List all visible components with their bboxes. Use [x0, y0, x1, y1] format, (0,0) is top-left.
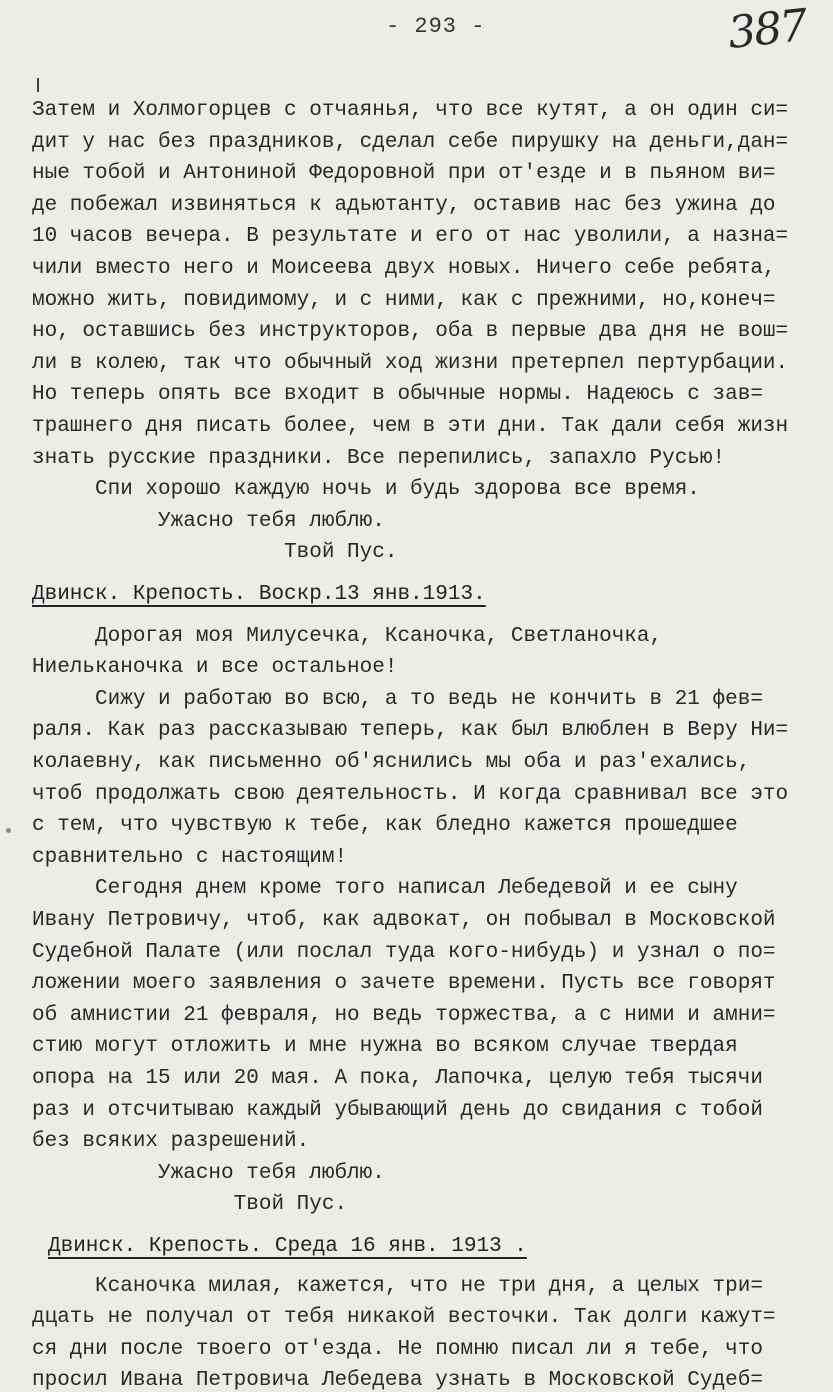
text-line: можно жить, повидимому, и с ними, как с прежними, но,конеч= — [32, 288, 776, 312]
text-line: но, оставшись без инструкторов, оба в первые два дня не вош= — [32, 320, 789, 344]
text-line: сравнительно с настоящим! — [32, 845, 348, 869]
text-line: ли в колею, так что обычный ход жизни претерпел пертурбации. — [32, 351, 789, 375]
text-line: Судебной Палате (или послал туда кого-нибудь) и узнал о по= — [32, 940, 776, 964]
letter-heading: Двинск. Крепость. Воскр.13 янв.1913. — [32, 583, 486, 606]
text-line: колаевну, как письменно об'яснились мы оба и раз'ехались, — [32, 751, 751, 774]
text-line: ся дни после твоего от'езда. Не помню писал ли я тебе, что — [32, 1337, 763, 1361]
text-line: ложении моего заявления о зачете времени. Пусть все говорят — [32, 972, 776, 996]
text-line: раля. Как раз рассказываю теперь, как был влюблен в Веру Ни= — [32, 719, 789, 743]
text-line: трашнего дня писать более, чем в эти дни. Так дали себя жизн — [32, 415, 789, 438]
punch-hole-mark — [6, 828, 11, 833]
text-line: опора на 15 или 20 мая. А пока, Лапочка, целую тебя тысячи — [32, 1067, 763, 1090]
text-line: с тем, что чувствую к тебе, как бледно кажется прошедшее — [32, 814, 738, 838]
handwritten-archive-number: 387 — [725, 0, 809, 59]
signature-line: Твой Пус. — [32, 1193, 348, 1217]
text-line: раз и отсчитываю каждый убывающий день до свидания с тобой — [32, 1098, 763, 1122]
text-line: Сегодня днем кроме того написал Лебедевой и ее сыну — [32, 877, 738, 901]
text-line: чтоб продолжать свою деятельность. И когда сравнивал все это — [32, 782, 789, 806]
text-line: дит у нас без праздников, сделал себе пирушку на деньги,дан= — [32, 130, 789, 154]
text-line: 10 часов вечера. В результате и его от нас уволили, а назна= — [32, 225, 789, 249]
text-line: Ивану Петровичу, чтоб, как адвокат, он побывал в Московской — [32, 909, 776, 932]
text-line: де побежал извиняться к адьютанту, оставив нас без ужина до — [32, 193, 776, 217]
text-line: Ксаночка милая, кажется, что не три дня, а целых три= — [32, 1274, 763, 1298]
text-line: Но теперь опять все входит в обычные нормы. Надеюсь с зав= — [32, 383, 763, 407]
text-line: об амнистии 21 февраля, но ведь торжества, а с ними и амни= — [32, 1003, 776, 1027]
signature-line: Твой Пус. — [32, 541, 398, 565]
closing-line: Ужасно тебя люблю. — [32, 509, 385, 533]
text-line: Спи хорошо каждую ночь и будь здорова все время. — [32, 478, 700, 502]
text-line: стию могут отложить и мне нужна во всяком случае твердая — [32, 1035, 738, 1059]
text-line: чили вместо него и Моисеева двух новых. Ничего себе ребята, — [32, 257, 776, 280]
text-line: Затем и Холмогорцев с отчаянья, что все кутят, а он один си= — [32, 99, 789, 122]
margin-mark — [37, 78, 39, 92]
letter-heading: Двинск. Крепость. Среда 16 янв. 1913 . — [48, 1235, 527, 1258]
text-line: знать русские праздники. Все перепились, запахло Русью! — [32, 446, 726, 470]
page-number: - 293 - — [386, 14, 486, 39]
text-line: просил Ивана Петровича Лебедева узнать в Московской Судеб= — [32, 1369, 763, 1392]
text-line: без всяких разрешений. — [32, 1130, 310, 1154]
text-line: Дорогая моя Милусечка, Ксаночка, Светланочка, — [32, 624, 663, 648]
closing-line: Ужасно тебя люблю. — [32, 1161, 385, 1185]
text-line: ные тобой и Антониной Федоровной при от'езде и в пьяном ви= — [32, 162, 776, 186]
text-line: дцать не получал от тебя никакой весточки. Так долги кажут= — [32, 1306, 776, 1330]
text-line: Ниельканочка и все остальное! — [32, 656, 398, 680]
text-line: Сижу и работаю во всю, а то ведь не кончить в 21 фев= — [32, 687, 763, 711]
